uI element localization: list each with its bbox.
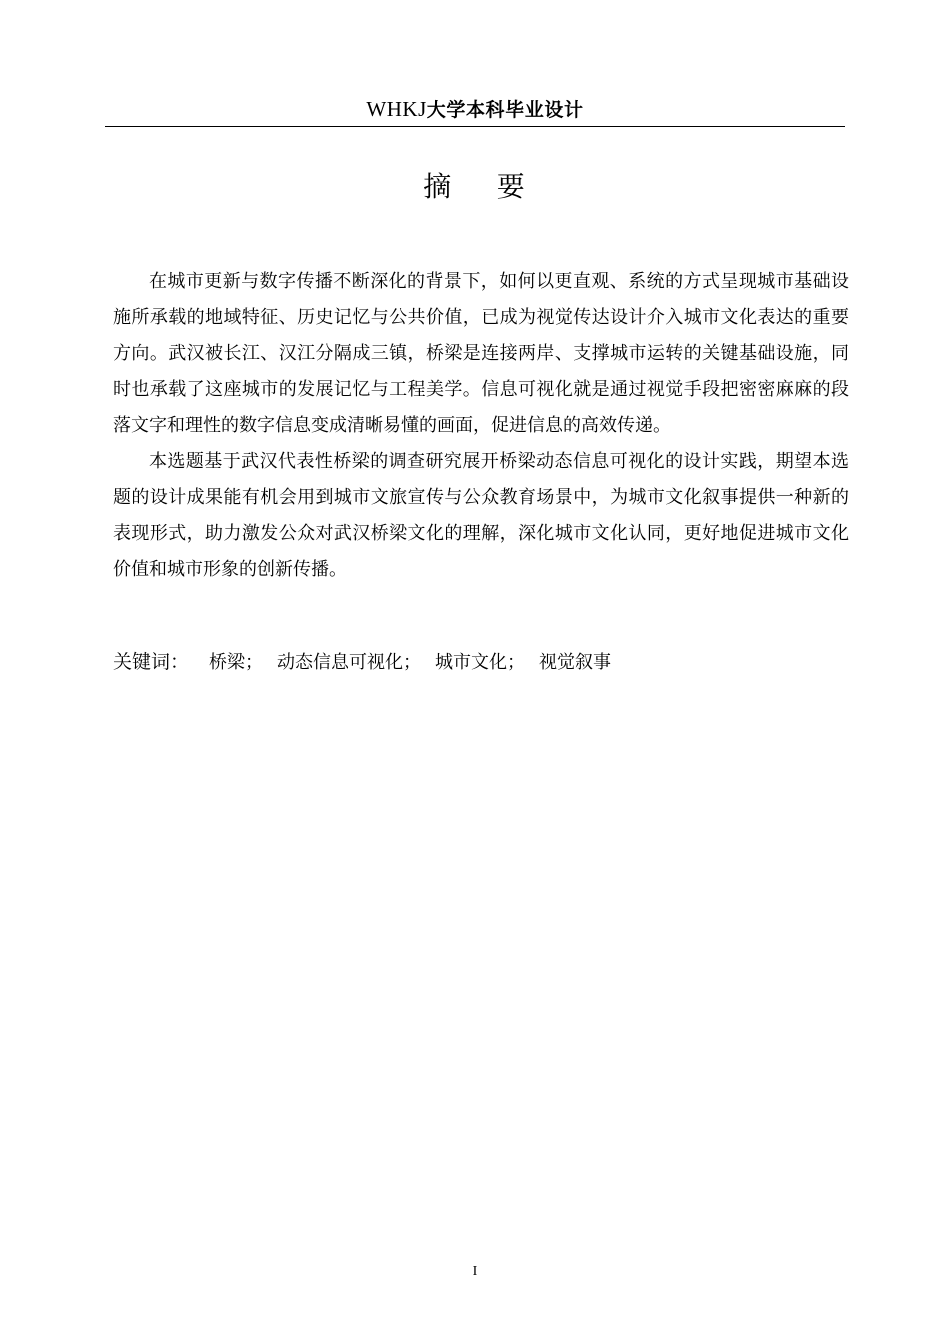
abstract-paragraph-2: 本选题基于武汉代表性桥梁的调查研究展开桥梁动态信息可视化的设计实践，期望本选题的设计成果能有机会用到城市文旅宣传与公众教育场景中，为城市文化叙事提供一种新的表现形式，助力激发公众对武汉桥梁文化的理解，深化城市文化认同，更好地促进城市文化价值和城市形象的创新传播。 [113, 451, 849, 580]
header-title: 大学本科毕业设计 [426, 99, 584, 121]
keyword-item: 动态信息可视化； [277, 652, 422, 673]
running-header [105, 96, 845, 123]
abstract-heading: 摘 要 [423, 170, 527, 203]
keyword-item: 桥梁； [209, 652, 264, 673]
keywords-label: 关键词： [113, 651, 190, 673]
page-number: I [472, 1264, 478, 1279]
header-rule [105, 126, 845, 127]
keyword-item: 视觉叙事 [539, 652, 612, 673]
abstract-body [113, 264, 849, 588]
header-prefix: WHKJ [366, 97, 427, 121]
keyword-item: 城市文化； [435, 652, 526, 673]
keywords-line [113, 646, 849, 679]
abstract-paragraph-1: 在城市更新与数字传播不断深化的背景下，如何以更直观、系统的方式呈现城市基础设施所承载的地域特征、历史记忆与公共价值，已成为视觉传达设计介入城市文化表达的重要方向。武汉被长江、汉江分隔成三镇，桥梁是连接两岸、支撑城市运转的关键基础设施，同时也承载了这座城市的发展记忆与工程美学。信息可视化就是通过视觉手段把密密麻麻的段落文字和理性的数字信息变成清晰易懂的画面，促进信息的高效传递。 [113, 271, 849, 436]
